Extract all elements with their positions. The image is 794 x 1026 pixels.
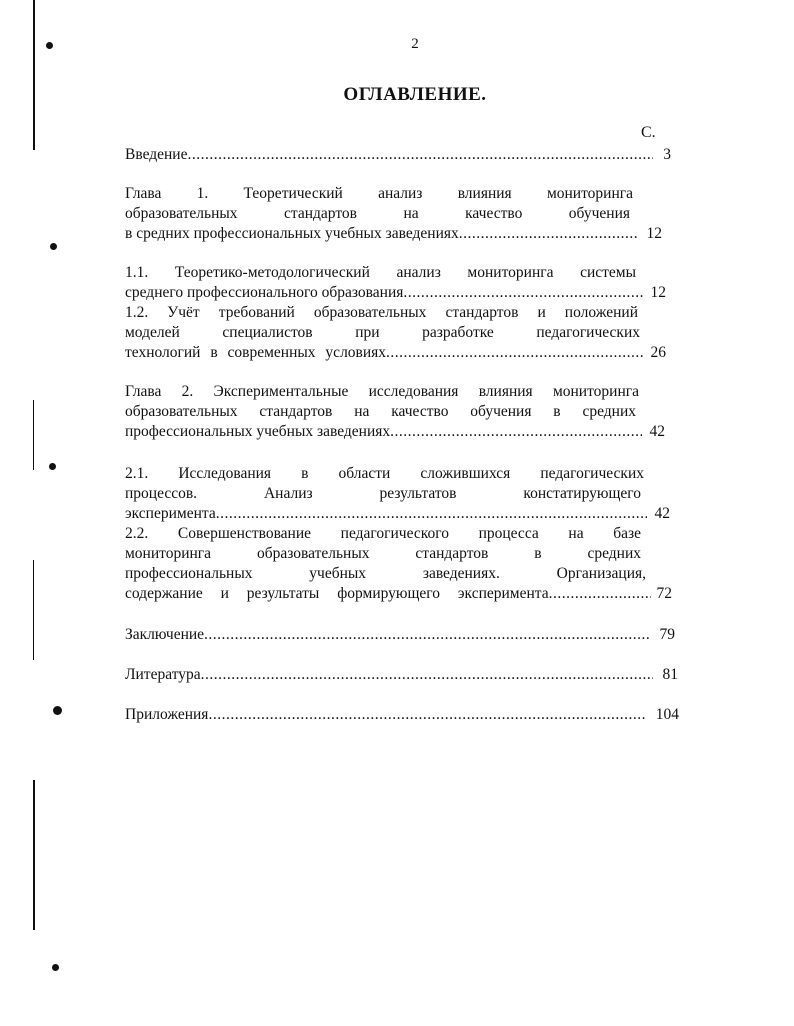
toc-entry-text: процессов. Анализ результатов констатирующего [125,485,641,502]
punch-hole-mark [50,243,57,250]
toc-entry-label: Приложения [125,706,209,723]
toc-entry-text: профессиональных учебных заведениях [125,423,391,440]
toc-entry-page: 26 [650,344,666,361]
leader-dots [208,705,645,725]
toc-entry-text: Глава 1. Теоретический анализ влияния мониторинга [125,185,633,202]
page-column-header: С. [641,124,656,141]
toc-entry-appendix[interactable] [125,705,679,725]
punch-hole-mark [52,964,59,971]
toc-entry-chapter-2[interactable] [125,382,671,442]
toc-entry-literature[interactable] [125,665,678,685]
toc-entry-label: Заключение [125,626,205,643]
toc-entry-text: технологий в современных условиях [125,344,387,361]
toc-entry-page: 81 [662,666,678,683]
toc-entry-page: 42 [654,505,670,522]
toc-entry-text: Глава 2. Экспериментальные исследования влияния мониторинга [125,383,639,400]
toc-entry-text: 1.1. Теоретико-методологический анализ мониторинга системы [125,264,636,281]
leader-dots [549,584,651,604]
toc-entry-page: 42 [649,423,665,440]
toc-entry-intro[interactable] [125,145,671,165]
toc-entry-section-2-2[interactable] [125,524,671,604]
toc-entry-text: образовательных стандартов на качество обучения [125,205,630,222]
punch-hole-mark [49,463,56,470]
toc-entry-text: 2.2. Совершенствование педагогического процесса на базе [125,525,641,542]
toc-entry-label: Литература [125,666,201,683]
toc-entry-page: 72 [656,585,672,602]
scan-edge-line [33,400,34,470]
toc-entry-text: среднего профессионального образования [125,284,404,301]
toc-entry-text: эксперимента [125,505,216,522]
leader-dots [216,504,647,524]
toc-entry-page: 3 [663,146,671,163]
toc-entry-label: Введение [125,146,188,163]
page-title: ОГЛАВЛЕНИЕ. [343,84,487,105]
toc-entry-page: 12 [650,284,666,301]
leader-dots [187,145,653,165]
toc-entry-text: содержание и результаты формирующего эксперимента [125,585,549,602]
toc-entry-page: 79 [659,626,675,643]
scan-edge-line [33,0,35,150]
leader-dots [204,625,649,645]
leader-dots [386,343,642,363]
toc-entry-conclusion[interactable] [125,625,675,645]
leader-dots [390,422,641,442]
toc-entry-text: 1.2. Учёт требований образовательных стандартов и положений [125,304,638,321]
toc-entry-text: 2.1. Исследования в области сложившихся педагогических [125,465,644,482]
leader-dots [459,224,639,244]
toc-entry-text: моделей специалистов при разработке педагогических [125,324,640,341]
toc-entry-text: мониторинга образовательных стандартов в средних [125,545,641,562]
page-number: 2 [411,36,419,52]
toc-entry-section-1-1[interactable] [125,263,671,303]
toc-entry-chapter-1[interactable] [125,184,671,244]
scan-edge-line [33,560,34,660]
toc-entry-section-2-1[interactable] [125,464,671,524]
toc-entry-text: образовательных стандартов на качество обучения в средних [125,403,636,420]
leader-dots [403,283,642,303]
toc-entry-page: 12 [646,225,662,242]
scan-edge-line [33,780,35,930]
toc-entry-section-1-2[interactable] [125,303,671,363]
leader-dots [201,665,653,685]
toc-entry-text: профессиональных учебных заведениях. Организация, [125,565,646,582]
toc-entry-text: в средних профессиональных учебных заведениях [125,225,459,242]
toc-entry-page: 104 [655,706,679,723]
punch-hole-mark [53,706,62,715]
